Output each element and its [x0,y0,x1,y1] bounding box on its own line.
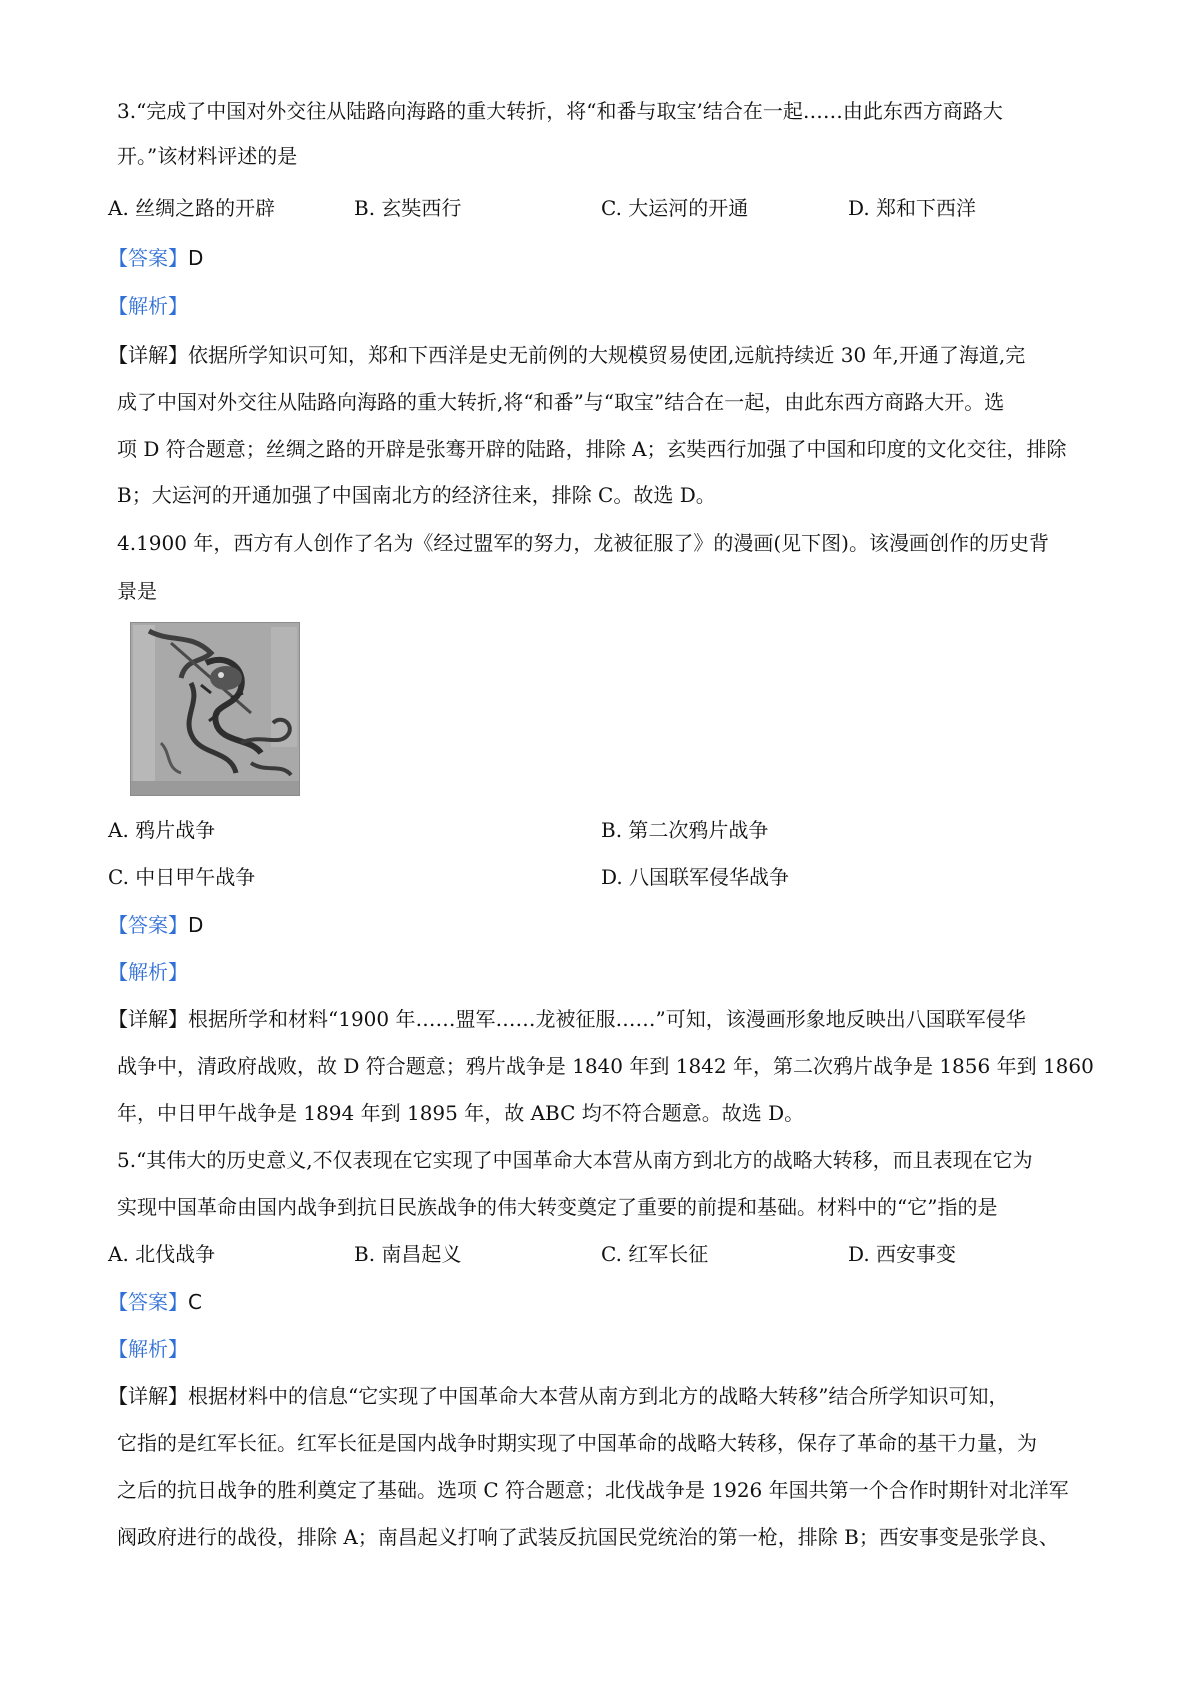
q3-option-b: B. 玄奘西行 [354,196,462,220]
q3-detail-line2: 成了中国对外交往从陆路向海路的重大转折,将“和番”与“取宝”结合在一起，由此东西方商路大开。选 [117,390,1005,414]
q3-answer-value: D [188,246,204,270]
q5-detail-line3: 之后的抗日战争的胜利奠定了基础。选项 C 符合题意；北伐战争是 1926 年国共第一个合作时期针对北洋军 [117,1478,1069,1502]
q5-detail-line2: 它指的是红军长征。红军长征是国内战争时期实现了中国革命的战略大转移，保存了革命的基干力量，为 [117,1431,1037,1455]
q5-answer-label: 【答案】 [108,1290,188,1314]
q5-detail-line1: 【详解】根据材料中的信息“它实现了中国革命大本营从南方到北方的战略大转移”结合所学知识可知， [108,1384,1009,1408]
q3-answer [108,245,203,271]
q4-detail-line1: 【详解】根据所学和材料“1900 年……盟军……龙被征服……”可知，该漫画形象地反映出八国联军侵华 [108,1007,1026,1031]
q3-detail-line3: 项 D 符合题意；丝绸之路的开辟是张骞开辟的陆路，排除 A；玄奘西行加强了中国和印度的文化交往，排除 [117,437,1067,461]
q4-answer-value: D [188,913,204,937]
q5-answer [108,1289,202,1315]
q4-stem-line2: 景是 [117,579,157,603]
q5-analysis-label: 【解析】 [108,1337,188,1361]
q4-stem-line1: 4.1900 年，西方有人创作了名为《经过盟军的努力，龙被征服了》的漫画(见下图)。该漫画创作的历史背 [117,531,1049,555]
q5-stem-line2: 实现中国革命由国内战争到抗日民族战争的伟大转变奠定了重要的前提和基础。材料中的“它”指的是 [117,1195,998,1219]
q4-option-b: B. 第二次鸦片战争 [601,818,769,842]
q3-detail-line4: B；大运河的开通加强了中国南北方的经济往来，排除 C。故选 D。 [117,483,716,507]
q4-detail-line2: 战争中，清政府战败，故 D 符合题意；鸦片战争是 1840 年到 1842 年，第二次鸦片战争是 1856 年到 1860 [117,1054,1094,1078]
q4-analysis-label: 【解析】 [108,960,188,984]
q5-answer-value: C [188,1290,202,1314]
q3-detail-line1: 【详解】依据所学知识可知，郑和下西洋是史无前例的大规模贸易使团,远航持续近 30 年,开通了海道,完 [108,343,1026,367]
q5-option-c: C. 红军长征 [601,1242,709,1266]
q4-option-a: A. 鸦片战争 [108,818,216,842]
q5-stem-line1: 5.“其伟大的历史意义,不仅表现在它实现了中国革命大本营从南方到北方的战略大转移，而且表现在它为 [117,1148,1033,1172]
q5-option-d: D. 西安事变 [848,1242,957,1266]
q3-answer-label: 【答案】 [108,246,188,270]
q4-answer-label: 【答案】 [108,913,188,937]
dragon-illustration [131,623,299,795]
q5-option-b: B. 南昌起义 [354,1242,462,1266]
q3-stem-line2: 开。”该材料评述的是 [117,144,298,168]
q3-analysis-label: 【解析】 [108,294,188,318]
q4-option-d: D. 八国联军侵华战争 [601,865,790,889]
cartoon-dragon-image [130,622,300,796]
q3-option-d: D. 郑和下西洋 [848,196,977,220]
q4-option-c: C. 中日甲午战争 [108,865,256,889]
q3-option-a: A. 丝绸之路的开辟 [108,196,276,220]
q3-option-c: C. 大运河的开通 [601,196,749,220]
q4-detail-line3: 年，中日甲午战争是 1894 年到 1895 年，故 ABC 均不符合题意。故选 D。 [117,1101,805,1125]
q5-detail-line4: 阀政府进行的战役，排除 A；南昌起义打响了武装反抗国民党统治的第一枪，排除 B；西安事变是张学良、 [117,1525,1059,1549]
q4-answer [108,912,203,938]
q3-stem-line1: 3.“完成了中国对外交往从陆路向海路的重大转折，将“和番与取宝’结合在一起……由此东西方商路大 [117,99,1003,123]
q5-option-a: A. 北伐战争 [108,1242,216,1266]
